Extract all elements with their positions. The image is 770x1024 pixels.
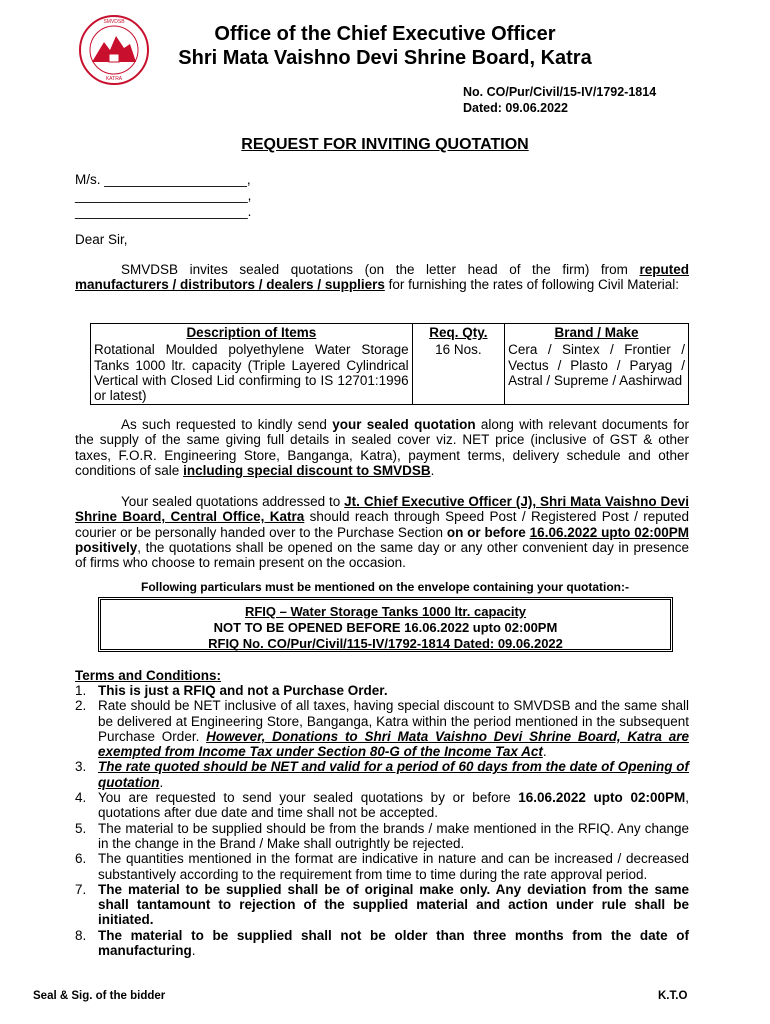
- addressee-line: _______________________,: [75, 188, 252, 203]
- terms-heading: Terms and Conditions:: [75, 668, 222, 683]
- envelope-line-2: NOT TO BE OPENED BEFORE 16.06.2022 upto 02:00PM: [213, 620, 558, 635]
- reference-date: Dated: 09.06.2022: [463, 101, 568, 115]
- term-item: 6. The quantities mentioned in the format are indicative in nature and can be increased / decreased substantively according to the requirement from time to time during the rate approval period.: [75, 851, 689, 882]
- submission-paragraph: Your sealed quotations addressed to Jt. Chief Executive Officer (J), Shri Mata Vaishno Devi Shrine Board, Central Office, Katra should reach through Speed Post / Registered Post / reputed courier or be personally handed over to the Purchase Section on or before 16.06.2022 upto 02:00PM positively, the quotations shall be opened on the same day or any other convenient day in presence of firms who choose to remain present on the occasion.: [75, 494, 689, 571]
- envelope-box: [98, 597, 673, 652]
- salutation: Dear Sir,: [75, 232, 128, 247]
- term-item: 4. You are requested to send your sealed quotations by or before 16.06.2022 upto 02:00PM, quotations after due date and time shall not be accepted.: [75, 790, 689, 821]
- term-item: 7. The material to be supplied shall be of original make only. Any deviation from the same shall tantamount to rejection of the supplied material and action under rule shall be initiated.: [75, 881, 689, 928]
- board-title: Shri Mata Vaishno Devi Shrine Board, Katra: [178, 47, 592, 69]
- header-brand: Brand / Make: [505, 324, 689, 342]
- items-table: [90, 323, 689, 405]
- terms-list: [75, 683, 689, 958]
- envelope-instruction: Following particulars must be mentioned on the envelope containing your quotation:-: [140, 580, 629, 594]
- item-qty: 16 Nos.: [412, 341, 504, 405]
- header-qty: Req. Qty.: [412, 324, 504, 342]
- header-description: Description of Items: [91, 324, 413, 342]
- term-item: 1. This is just a RFIQ and not a Purchase Order.: [75, 683, 388, 698]
- envelope-line-1: RFIQ – Water Storage Tanks 1000 ltr. capacity: [244, 604, 527, 619]
- term-item: 2. Rate should be NET inclusive of all taxes, having special discount to SMVDSB and the same shall be delivered at Engineering Store, Banganga, Katra within the period mentioned in the subsequent Purchase Order. However, Donations to Shri Mata Vaishno Devi Shrine Board, Katra are exempted from Income Tax under Section 80-G of the Income Tax Act.: [75, 698, 689, 760]
- envelope-line-3: RFIQ No. CO/Pur/Civil/115-IV/1792-1814 Dated: 09.06.2022: [208, 636, 563, 651]
- addressee-block: [75, 172, 251, 220]
- term-item: 5. The material to be supplied should be from the brands / make mentioned in the RFIQ. Any change in the change in the Brand / Make shall outrightly be rejected.: [75, 820, 689, 851]
- item-description: Rotational Moulded polyethylene Water Storage Tanks 1000 ltr. capacity (Triple Layered Cylindrical Vertical with Closed Lid confirming to IS 12701:1996 or latest): [91, 341, 413, 405]
- svg-text:KATRA: KATRA: [105, 76, 123, 82]
- intro-paragraph: SMVDSB invites sealed quotations (on the letter head of the firm) from reputed manufacturers / distributors / dealers / suppliers for furnishing the rates of following Civil Material:: [75, 262, 689, 293]
- kto-label: K.T.O: [658, 990, 688, 1002]
- svg-text:SMVDSB: SMVDSB: [103, 19, 125, 25]
- office-heading: [170, 22, 600, 70]
- table-header-row: [91, 324, 689, 342]
- office-title: Office of the Chief Executive Officer: [214, 23, 556, 45]
- bidder-signature-label: Seal & Sig. of the bidder: [33, 990, 166, 1002]
- quotation-paragraph: As such requested to kindly send your sealed quotation along with relevant documents for the supply of the same giving full details in sealed cover viz. NET price (inclusive of GST & other taxes, F.O.R. Engineering Store, Banganga, Katra), payment terms, delivery schedule and other conditions of sale including special discount to SMVDSB.: [75, 417, 689, 478]
- term-item: 8. The material to be supplied shall not be older than three months from the date of manufacturing.: [75, 927, 689, 959]
- reference-block: [463, 84, 656, 116]
- term-item: 3. The rate quoted should be NET and valid for a period of 60 days from the date of Opening of quotation.: [75, 759, 689, 790]
- addressee-line: M/s. ___________________,: [75, 172, 251, 187]
- reference-number: No. CO/Pur/Civil/15-IV/1792-1814: [463, 85, 657, 99]
- item-brand: Cera / Sintex / Frontier / Vectus / Plasto / Paryag / Astral / Supreme / Aashirwad: [505, 341, 689, 405]
- shrine-board-logo: [78, 14, 150, 86]
- document-title: REQUEST FOR INVITING QUOTATION: [241, 136, 529, 153]
- addressee-line: _______________________.: [75, 204, 252, 219]
- table-row: [91, 341, 689, 405]
